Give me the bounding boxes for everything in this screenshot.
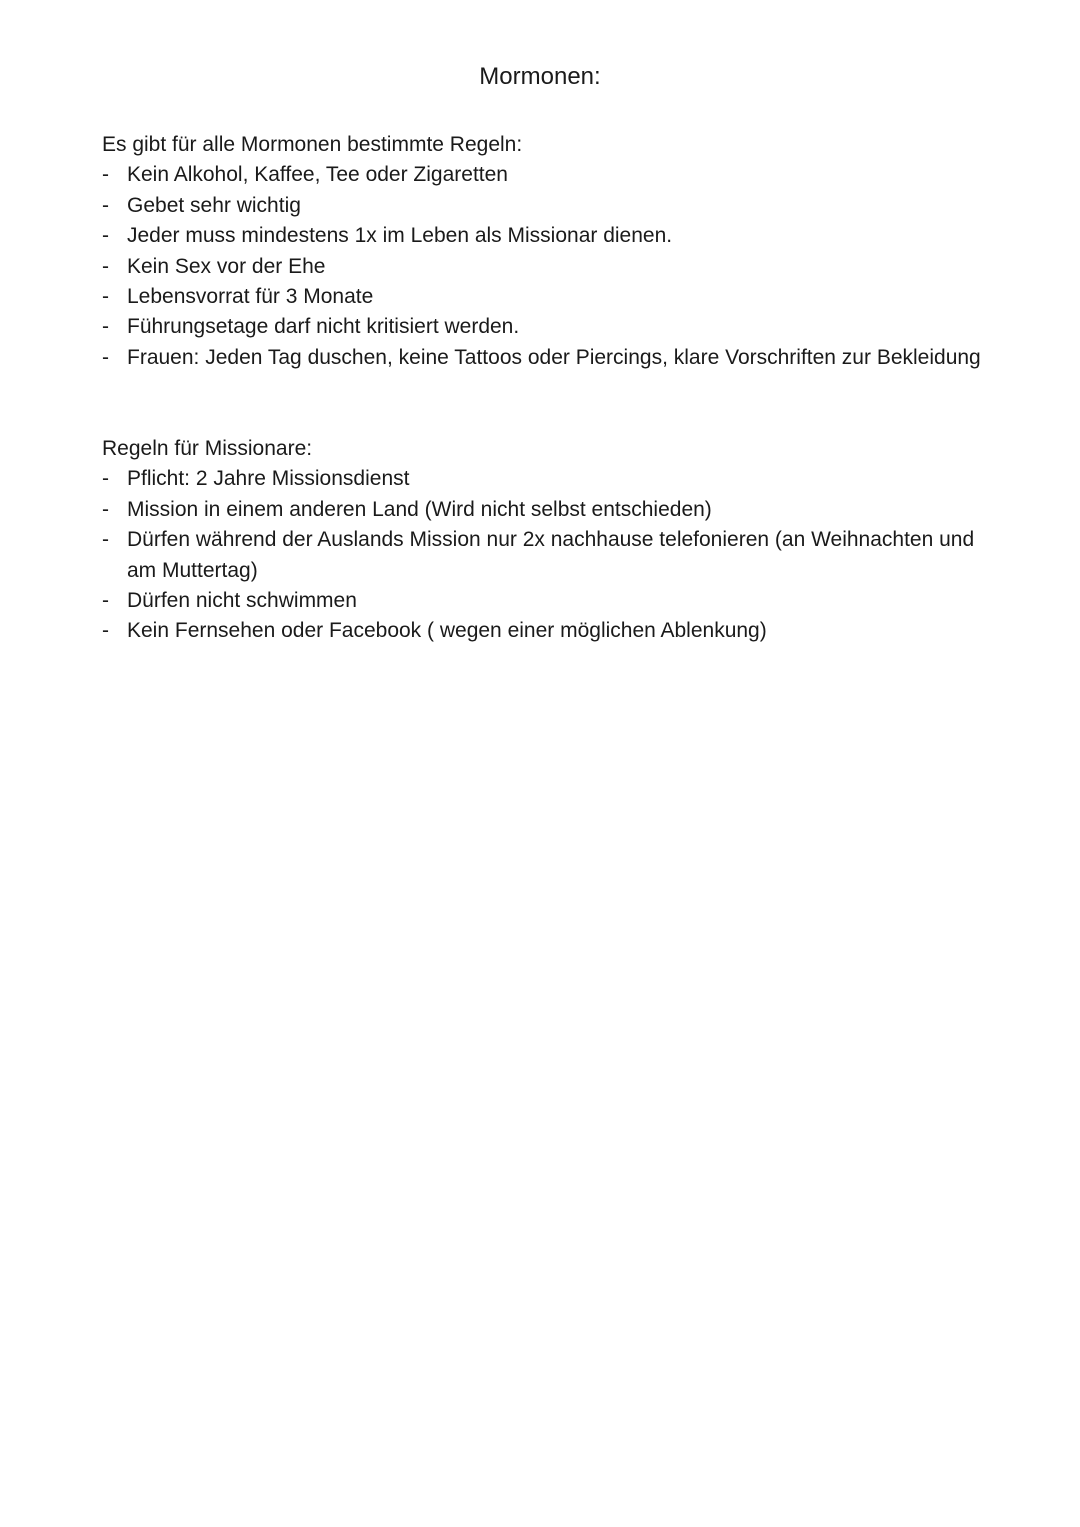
list-item-text: Lebensvorrat für 3 Monate [127, 285, 374, 309]
bullet-dash: - [102, 619, 109, 643]
bullet-dash: - [102, 528, 109, 552]
list-item [102, 586, 982, 616]
list-item-text: Kein Alkohol, Kaffee, Tee oder Zigaretten [127, 163, 508, 187]
bullet-dash: - [102, 345, 109, 369]
list-item-text: Kein Fernsehen oder Facebook ( wegen einer möglichen Ablenkung) [127, 619, 767, 643]
list-item [102, 312, 982, 342]
rule-list [102, 464, 982, 646]
list-item-text: Frauen: Jeden Tag duschen, keine Tattoos oder Piercings, klare Vorschriften zur Bekleidung [127, 345, 981, 369]
list-item [102, 464, 982, 494]
bullet-dash: - [102, 315, 109, 339]
bullet-dash: - [102, 254, 109, 278]
bullet-dash: - [102, 193, 109, 217]
list-item [102, 616, 982, 646]
list-item [102, 343, 982, 373]
bullet-dash: - [102, 224, 109, 248]
list-item-text: Kein Sex vor der Ehe [127, 254, 326, 278]
list-item [102, 495, 982, 525]
list-item [102, 221, 982, 251]
section-heading: Regeln für Missionare: [102, 437, 313, 460]
list-item [102, 525, 982, 586]
list-item [102, 191, 982, 221]
bullet-dash: - [102, 285, 109, 309]
list-item-text: Gebet sehr wichtig [127, 193, 301, 217]
rule-list [102, 160, 982, 373]
section-missionary-rules [102, 434, 982, 647]
bullet-dash: - [102, 163, 109, 187]
list-item-text: Mission in einem anderen Land (Wird nicht selbst entschieden) [127, 497, 712, 521]
list-item-text: Dürfen nicht schwimmen [127, 589, 357, 613]
list-item-text: Jeder muss mindestens 1x im Leben als Missionar dienen. [127, 224, 673, 248]
page-title: Mormonen: [479, 63, 601, 90]
list-item-text: Pflicht: 2 Jahre Missionsdienst [127, 467, 410, 491]
bullet-dash: - [102, 497, 109, 521]
bullet-dash: - [102, 589, 109, 613]
list-item-text: Dürfen während der Auslands Mission nur 2x nachhause telefonieren (an Weihnachten und am Muttertag) [127, 528, 975, 582]
bullet-dash: - [102, 467, 109, 491]
list-item [102, 252, 982, 282]
section-general-rules [102, 130, 982, 373]
section-heading: Es gibt für alle Mormonen bestimmte Regeln: [102, 133, 523, 156]
list-item-text: Führungsetage darf nicht kritisiert werden. [127, 315, 520, 339]
list-item [102, 282, 982, 312]
list-item [102, 160, 982, 190]
